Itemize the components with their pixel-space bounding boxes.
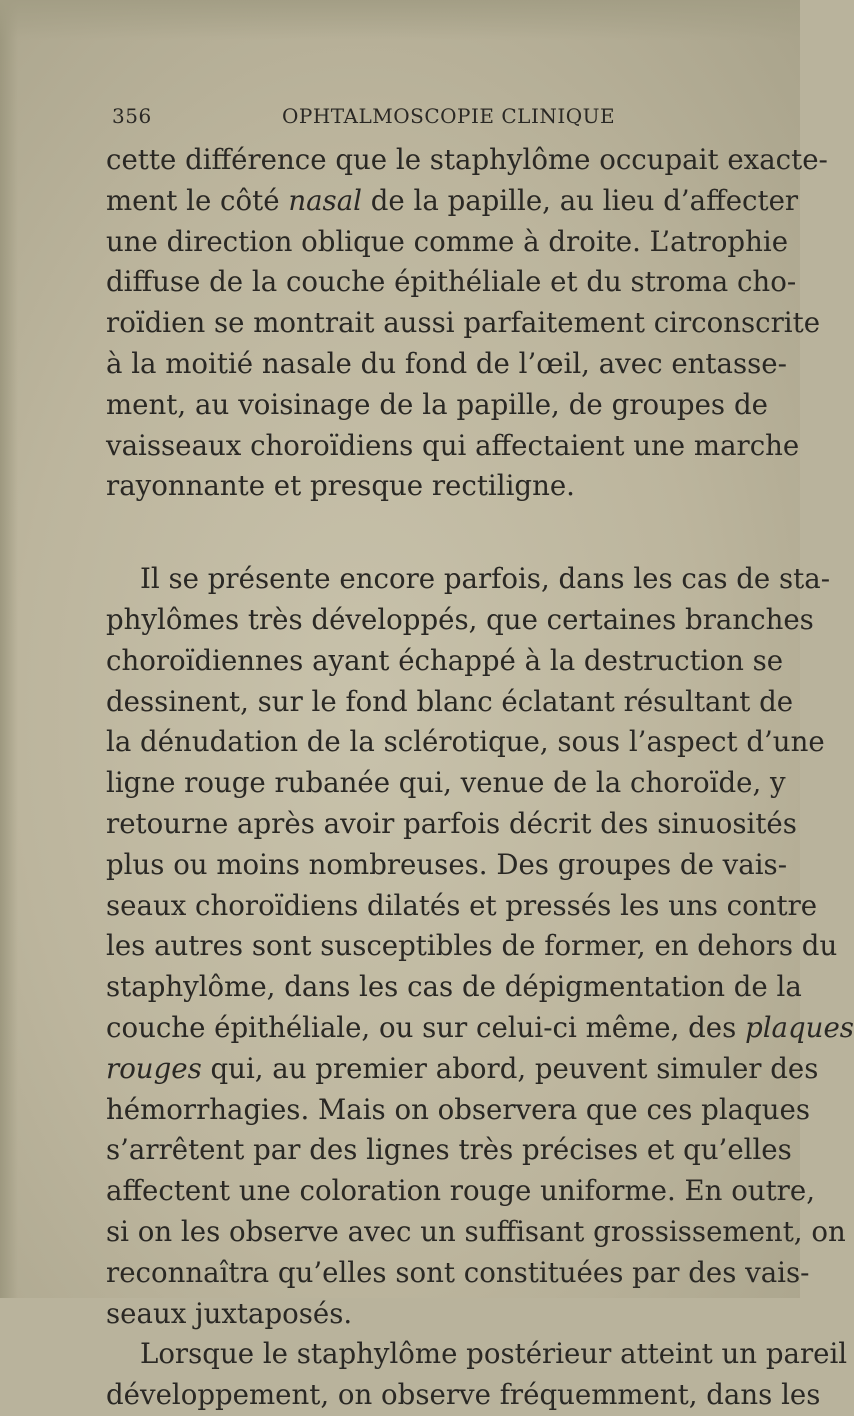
text-line: s’arrêtent par des lignes très précises et qu’elles xyxy=(106,1133,792,1167)
text-line: cette différence que le staphylôme occupait exacte- xyxy=(106,143,828,176)
page-number: 356 xyxy=(112,104,152,128)
text-line: phylômes très développés, que certaines branches xyxy=(106,602,814,636)
italic-term: nasal xyxy=(288,183,362,217)
text-line: Lorsque le staphylôme postérieur atteint un pareil xyxy=(140,1337,848,1371)
page-top-shadow xyxy=(0,0,800,40)
text-line: affectent une coloration rouge uniforme. En outre, xyxy=(106,1174,815,1208)
text-line: plus ou moins nombreuses. Des groupes de vais- xyxy=(106,847,788,881)
text-line: rayonnante et presque rectiligne. xyxy=(106,469,575,503)
text-line: vaisseaux choroïdiens qui affectaient une marche xyxy=(106,428,800,462)
text-line xyxy=(106,1008,854,1049)
text-line xyxy=(106,1049,819,1090)
text-line: hémorrhagies. Mais on observera que ces plaques xyxy=(106,1092,811,1126)
text-segment: qui, au premier abord, peuvent simuler des xyxy=(201,1051,819,1085)
text-line: retourne après avoir parfois décrit des sinuosités xyxy=(106,806,797,840)
paragraph-gap xyxy=(106,507,768,559)
text-line: une direction oblique comme à droite. L’atrophie xyxy=(106,224,789,258)
body-text xyxy=(106,140,854,1416)
text-line: seaux juxtaposés. xyxy=(106,1296,353,1330)
text-line: Il se présente encore parfois, dans les cas de sta- xyxy=(140,562,831,596)
text-line: dessinent, sur le fond blanc éclatant résultant de xyxy=(106,684,794,718)
text-line: la dénudation de la sclérotique, sous l’aspect d’une xyxy=(106,725,825,759)
text-line: à la moitié nasale du fond de l’œil, avec entasse- xyxy=(106,346,787,380)
text-line: staphylôme, dans les cas de dépigmentation de la xyxy=(106,970,802,1004)
text-line: roïdien se montrait aussi parfaitement circonscrite xyxy=(106,306,821,340)
text-line: reconnaîtra qu’elles sont constituées par des vais- xyxy=(106,1255,810,1289)
text-segment: couche épithéliale, ou sur celui-ci même, des xyxy=(106,1010,746,1044)
text-line: ligne rouge rubanée qui, venue de la choroïde, y xyxy=(106,766,786,800)
italic-term: plaques xyxy=(745,1010,854,1044)
text-segment: de la papille, au lieu d’affecter xyxy=(361,183,799,217)
text-line: développement, on observe fréquemment, dans les xyxy=(106,1378,821,1412)
running-title: OPHTALMOSCOPIE CLINIQUE xyxy=(282,104,616,128)
text-line xyxy=(106,181,799,222)
text-line: ment, au voisinage de la papille, de groupes de xyxy=(106,387,768,421)
text-line: les autres sont susceptibles de former, en dehors du xyxy=(106,929,838,963)
text-line: seaux choroïdiens dilatés et pressés les uns contre xyxy=(106,888,818,922)
text-segment: ment le côté xyxy=(106,183,289,217)
text-line: diffuse de la couche épithéliale et du stroma cho- xyxy=(106,265,797,299)
italic-term: rouges xyxy=(106,1051,202,1085)
running-head xyxy=(112,104,702,134)
text-line: choroïdiennes ayant échappé à la destruction se xyxy=(106,643,784,677)
page-edge-shadow xyxy=(0,0,18,1298)
text-line: si on les observe avec un suffisant grossissement, on xyxy=(106,1214,846,1248)
